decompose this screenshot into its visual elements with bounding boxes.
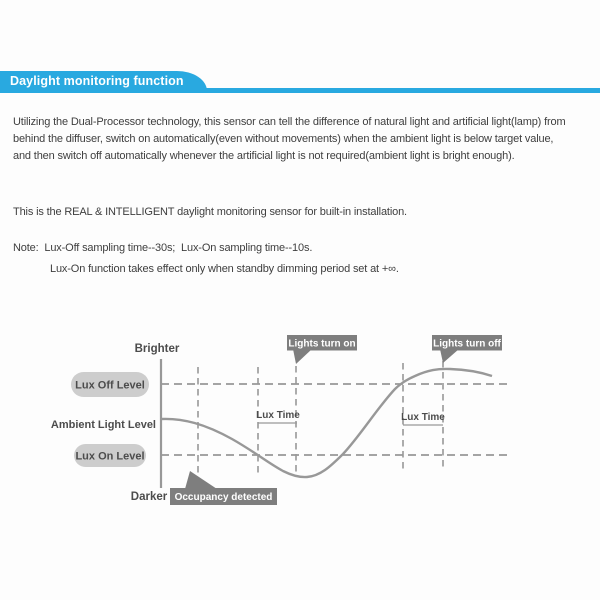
intro-paragraph [13, 114, 595, 165]
daylight-diagram [0, 330, 600, 515]
occupancy-detected-tail [185, 471, 217, 489]
occupancy-detected-label: Occupancy detected [174, 492, 273, 503]
intro-line-1: Utilizing the Dual-Processor technology, this sensor can tell the difference of natural light and artificial light(lamp) from [13, 116, 566, 128]
note-line-1 [13, 241, 595, 256]
summary-paragraph: This is the REAL & INTELLIGENT daylight monitoring sensor for built-in installation. [13, 206, 407, 218]
lights-turn-on-label: Lights turn on [288, 338, 356, 350]
lux-off-level-label: Lux Off Level [75, 379, 145, 392]
lights-turn-off-label: Lights turn off [433, 338, 501, 350]
intro-line-2: behind the diffuser, switch on automatically(even without movements) when the ambient light is below target value, [13, 133, 554, 145]
intro-line-3: and then switch off automatically whenever the artificial light is not required(ambient light is bright enough). [13, 150, 515, 162]
lux-time-label-1: Lux Time [256, 410, 300, 421]
note-label: Note: [13, 242, 39, 254]
note-line-2: Lux-On function takes effect only when standby dimming period set at +∞. [50, 263, 399, 275]
lights-turn-off-callout [432, 335, 502, 363]
lights-turn-off-callout-tail [440, 349, 459, 363]
page-title: Daylight monitoring function [10, 74, 184, 88]
occupancy-detected-callout [170, 471, 277, 505]
ambient-light-level-label: Ambient Light Level [50, 419, 156, 431]
brighter-label: Brighter [134, 343, 180, 355]
lux-on-level-label: Lux On Level [75, 450, 145, 463]
note-sampling-times: Lux-Off sampling time--30s; Lux-On sampling time--10s. [44, 242, 313, 254]
lights-turn-on-callout [287, 335, 357, 364]
lights-turn-on-callout-tail [293, 349, 312, 364]
lux-time-label-2: Lux Time [401, 412, 445, 423]
darker-label: Darker [130, 491, 168, 503]
